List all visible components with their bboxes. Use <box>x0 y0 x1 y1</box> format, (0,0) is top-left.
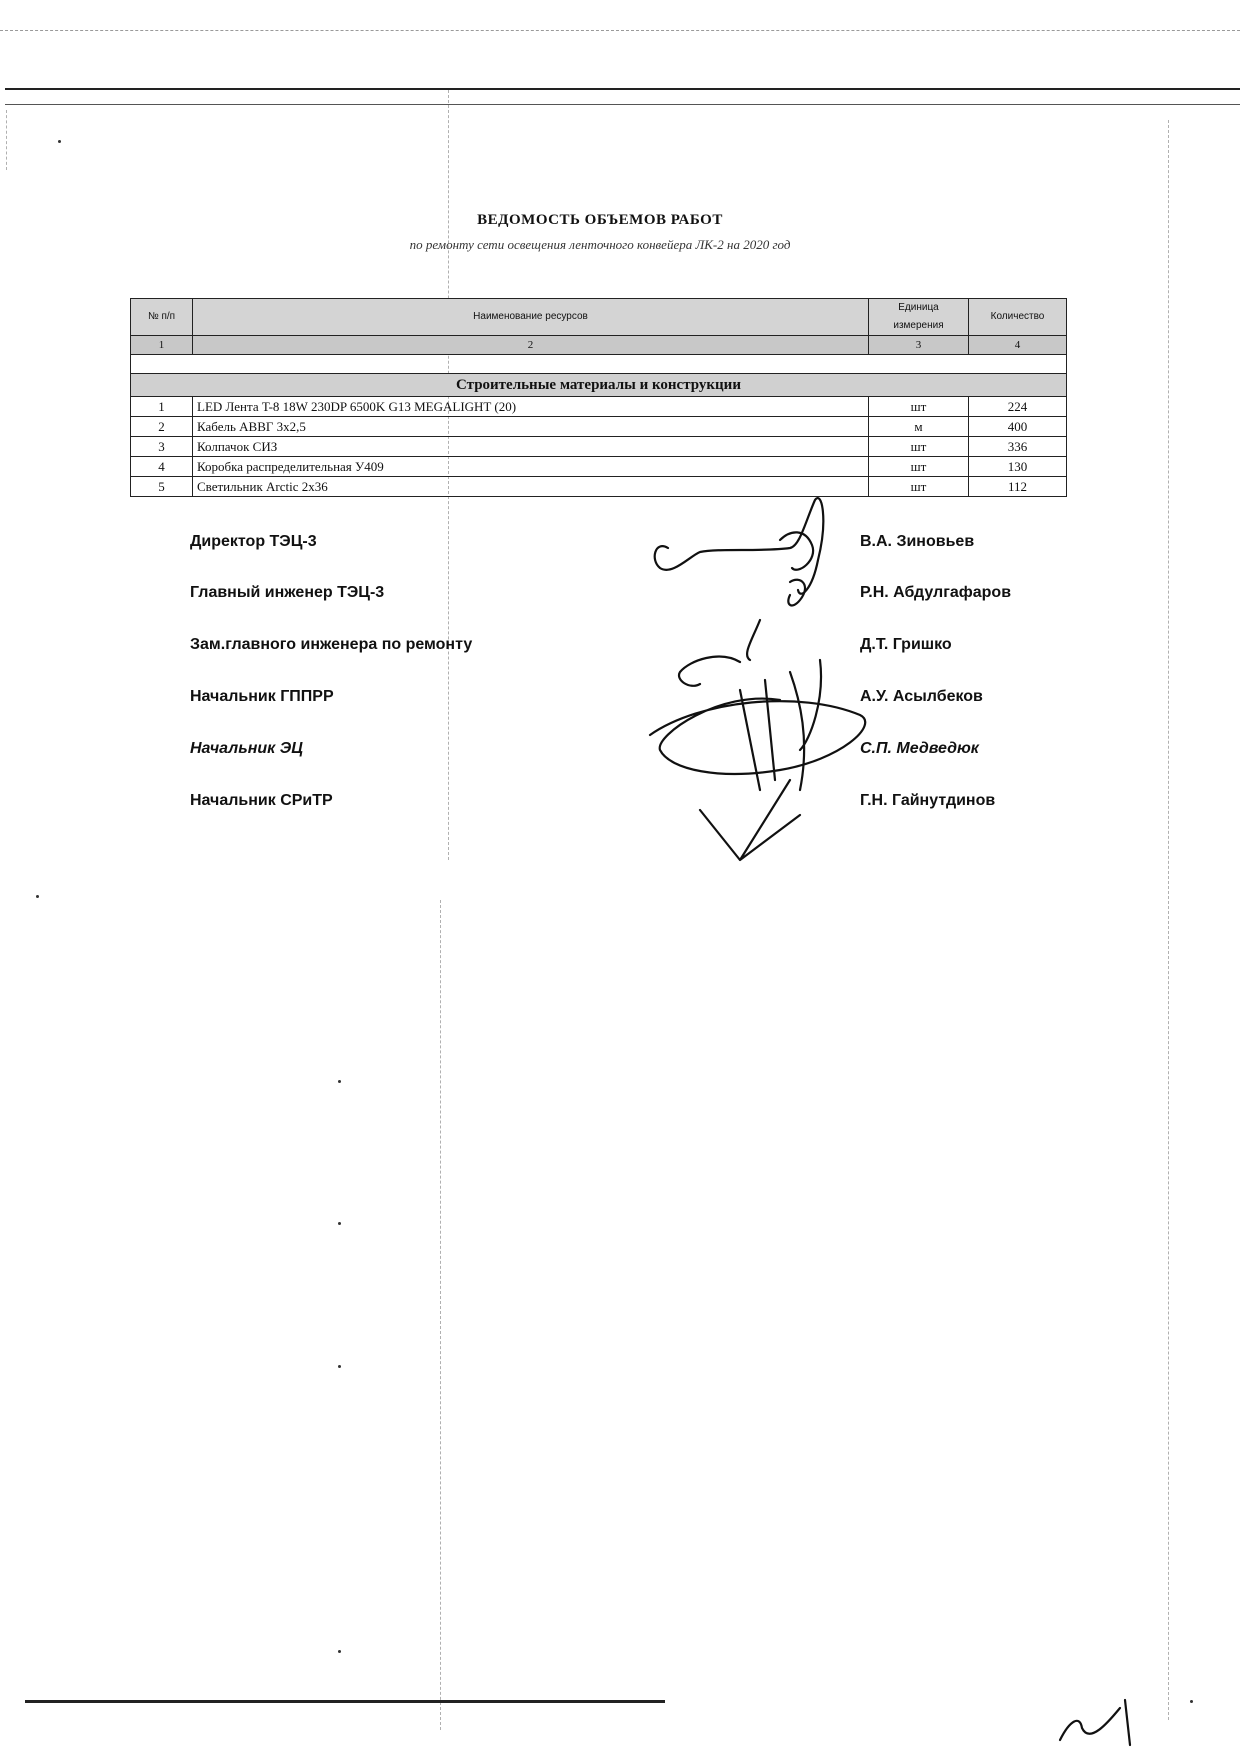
table-row <box>131 457 1067 477</box>
row-name: Светильник Arctic 2х36 <box>193 477 869 497</box>
table-row <box>131 417 1067 437</box>
row-quantity: 224 <box>969 397 1067 417</box>
signatory-position: Начальник СРиТР <box>190 792 333 809</box>
header-quantity: Количество <box>969 299 1067 336</box>
signatory-name: А.У. Асылбеков <box>860 688 983 705</box>
row-number: 4 <box>131 457 193 477</box>
signatory-row <box>0 792 1240 822</box>
document-title: ВЕДОМОСТЬ ОБЪЕМОВ РАБОТ <box>477 212 723 228</box>
signatory-name: Р.Н. Абдулгафаров <box>860 584 1012 601</box>
row-name: LED Лента T-8 18W 230DP 6500K G13 MEGALIGHT (20) <box>193 397 869 417</box>
row-unit: шт <box>869 457 969 477</box>
scan-speck <box>338 1650 341 1653</box>
row-name: Колпачок СИЗ <box>193 437 869 457</box>
section-row <box>131 374 1067 397</box>
table-row <box>131 397 1067 417</box>
signatory-name: Г.Н. Гайнутдинов <box>860 792 996 809</box>
row-number: 2 <box>131 417 193 437</box>
column-number: 3 <box>869 336 969 355</box>
scan-speck <box>338 1080 341 1083</box>
row-unit: шт <box>869 477 969 497</box>
blank-row <box>131 355 1067 374</box>
scan-left-edge-line <box>6 110 7 170</box>
signatory-position: Главный инженер ТЭЦ-3 <box>190 584 385 601</box>
table-row <box>131 477 1067 497</box>
scan-speck <box>36 895 39 898</box>
header-unit: Единица измерения <box>869 299 969 336</box>
signatory-position: Зам.главного инженера по ремонту <box>190 636 473 653</box>
row-quantity: 400 <box>969 417 1067 437</box>
row-unit: шт <box>869 437 969 457</box>
scan-right-edge-line <box>1168 120 1169 1720</box>
signatory-row <box>0 636 1240 666</box>
row-quantity: 130 <box>969 457 1067 477</box>
column-number: 2 <box>193 336 869 355</box>
row-unit: шт <box>869 397 969 417</box>
scan-speck <box>338 1222 341 1225</box>
row-unit: м <box>869 417 969 437</box>
row-number: 5 <box>131 477 193 497</box>
row-name: Кабель АВВГ 3х2,5 <box>193 417 869 437</box>
signatory-position: Начальник ЭЦ <box>190 740 303 757</box>
section-title: Строительные материалы и конструкции <box>131 374 1067 397</box>
scan-speck <box>338 1365 341 1368</box>
row-number: 3 <box>131 437 193 457</box>
signatory-row <box>0 688 1240 718</box>
row-quantity: 336 <box>969 437 1067 457</box>
scan-speck <box>58 140 61 143</box>
scan-header-rule <box>5 88 1240 90</box>
header-resource-name: Наименование ресурсов <box>193 299 869 336</box>
signatory-name: С.П. Медведюк <box>860 740 979 757</box>
column-number: 4 <box>969 336 1067 355</box>
scan-fold-line-lower <box>440 900 441 1730</box>
signatory-name: В.А. Зиновьев <box>860 533 975 550</box>
scan-bottom-rule <box>25 1700 665 1703</box>
document-subtitle: по ремонту сети освещения ленточного конвейера ЛК-2 на 2020 год <box>409 237 791 252</box>
signatory-position: Директор ТЭЦ-3 <box>190 533 317 550</box>
signatory-row <box>0 533 1240 563</box>
signatory-row <box>0 584 1240 614</box>
signatory-position: Начальник ГППРР <box>190 688 334 705</box>
signatory-row <box>0 740 1240 770</box>
signatory-name: Д.Т. Гришко <box>860 636 952 653</box>
signature-gpprr-2 <box>740 660 821 790</box>
table-row <box>131 437 1067 457</box>
scan-speck <box>1190 1700 1193 1703</box>
work-volume-table <box>130 298 1067 497</box>
column-number: 1 <box>131 336 193 355</box>
column-number-row <box>131 336 1067 355</box>
scan-bottom-mark <box>1060 1700 1130 1745</box>
scan-header-rule-2 <box>5 104 1240 105</box>
scan-top-dashed-line <box>0 30 1240 31</box>
table-header-row <box>131 299 1067 336</box>
row-quantity: 112 <box>969 477 1067 497</box>
row-name: Коробка распределительная У409 <box>193 457 869 477</box>
row-number: 1 <box>131 397 193 417</box>
header-number: № п/п <box>131 299 193 336</box>
